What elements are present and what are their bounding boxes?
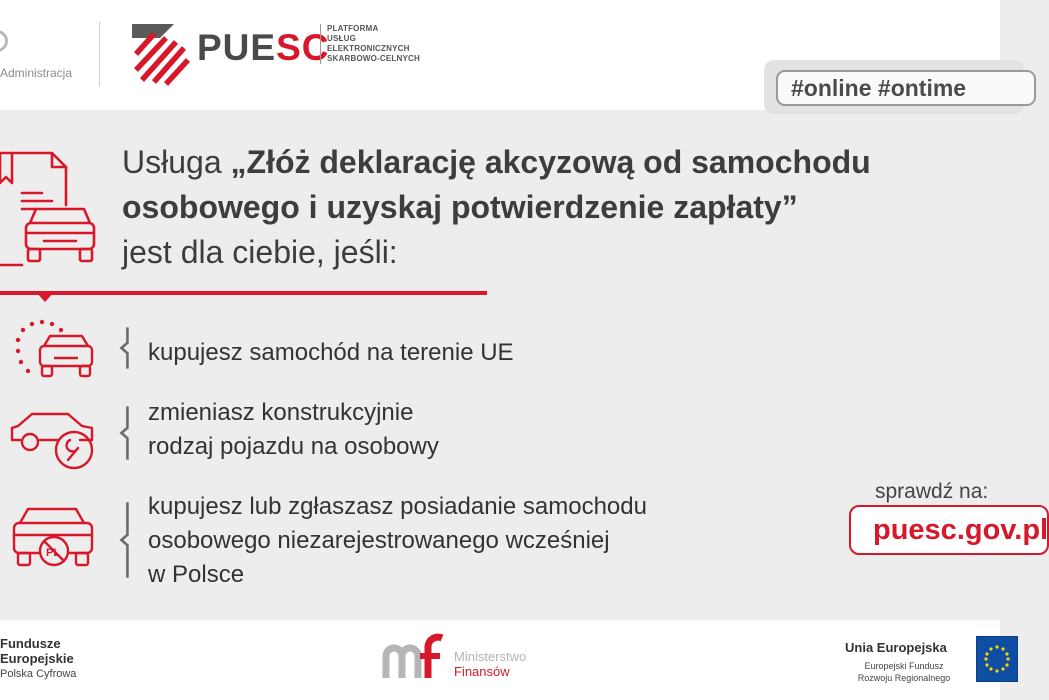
fe-title-line: Fundusze: [0, 636, 61, 651]
fe-logo-subtitle: Polska Cyfrowa: [0, 668, 77, 680]
hashtag-badge: #online #ontime: [776, 70, 1036, 106]
headline-prefix: Usługa: [122, 144, 231, 180]
headline: [122, 140, 871, 275]
krs-logo-text: Administracja: [0, 66, 73, 80]
pointer-triangle-icon: [36, 292, 54, 304]
fe-title-line: Europejskie: [0, 651, 74, 666]
item-bracket: [118, 494, 130, 586]
list-item-text: [148, 336, 514, 370]
headline-bold-line-1: „Złóż deklarację akcyzową od samochodu: [230, 144, 871, 180]
ministry-of-finance-logo-icon: [384, 634, 446, 680]
list-item-line: w Polsce: [148, 561, 245, 588]
list-item-line: kupujesz samochód na terenie UE: [148, 339, 514, 366]
eu-car-icon: [10, 318, 102, 384]
car-wrench-icon: [10, 398, 102, 472]
list-item-line: osobowego niezarejestrowanego wcześniej: [148, 527, 610, 554]
eu-flag-icon: [976, 636, 1018, 682]
puesc-logo-wordmark: [197, 29, 329, 66]
document-car-icon: [0, 145, 110, 275]
fe-logo-title: [0, 636, 74, 666]
puesc-logo-description: [320, 24, 420, 64]
item-bracket: [118, 322, 130, 374]
headline-underline: [0, 291, 487, 295]
logo-desc-line: ELEKTRONICZNYCH: [327, 44, 410, 53]
logo-word-pue: PUE: [197, 27, 277, 68]
eu-sub-line: Europejski Fundusz: [864, 661, 944, 671]
mf-line-2: Finansów: [454, 664, 510, 679]
item-bracket: [118, 400, 130, 466]
logo-desc-line: SKARBOWO-CELNYCH: [327, 54, 420, 63]
pl-badge-text: PL: [46, 547, 61, 559]
check-label: sprawdź na:: [875, 480, 989, 503]
logo-word-sc: SC: [276, 27, 330, 68]
list-item-line: kupujesz lub zgłaszasz posiadanie samochodu: [148, 493, 647, 520]
headline-line-3: jest dla ciebie, jeśli:: [122, 234, 398, 270]
headline-bold-line-2: osobowego i uzyskaj potwierdzenie zapłaty”: [122, 189, 798, 225]
list-item-text: [148, 490, 647, 592]
header-divider: [99, 22, 100, 86]
list-item-text: [148, 396, 439, 464]
logo-desc-line: USŁUG: [327, 34, 356, 43]
car-no-pl-icon: [10, 505, 102, 583]
ministry-of-finance-text: [454, 649, 526, 679]
mf-line-1: Ministerstwo: [454, 649, 527, 664]
puesc-logo-icon: [130, 20, 195, 90]
website-link[interactable]: puesc.gov.pl: [849, 505, 1049, 555]
eu-logo-subtitle: [845, 660, 963, 684]
eu-sub-line: Rozwoju Regionalnego: [857, 673, 951, 683]
eu-logo-title: Unia Europejska: [845, 640, 947, 655]
logo-desc-line: PLATFORMA: [327, 24, 379, 33]
list-item-line: rodzaj pojazdu na osobowy: [148, 433, 439, 460]
list-item-line: zmieniasz konstrukcyjnie: [148, 399, 414, 426]
